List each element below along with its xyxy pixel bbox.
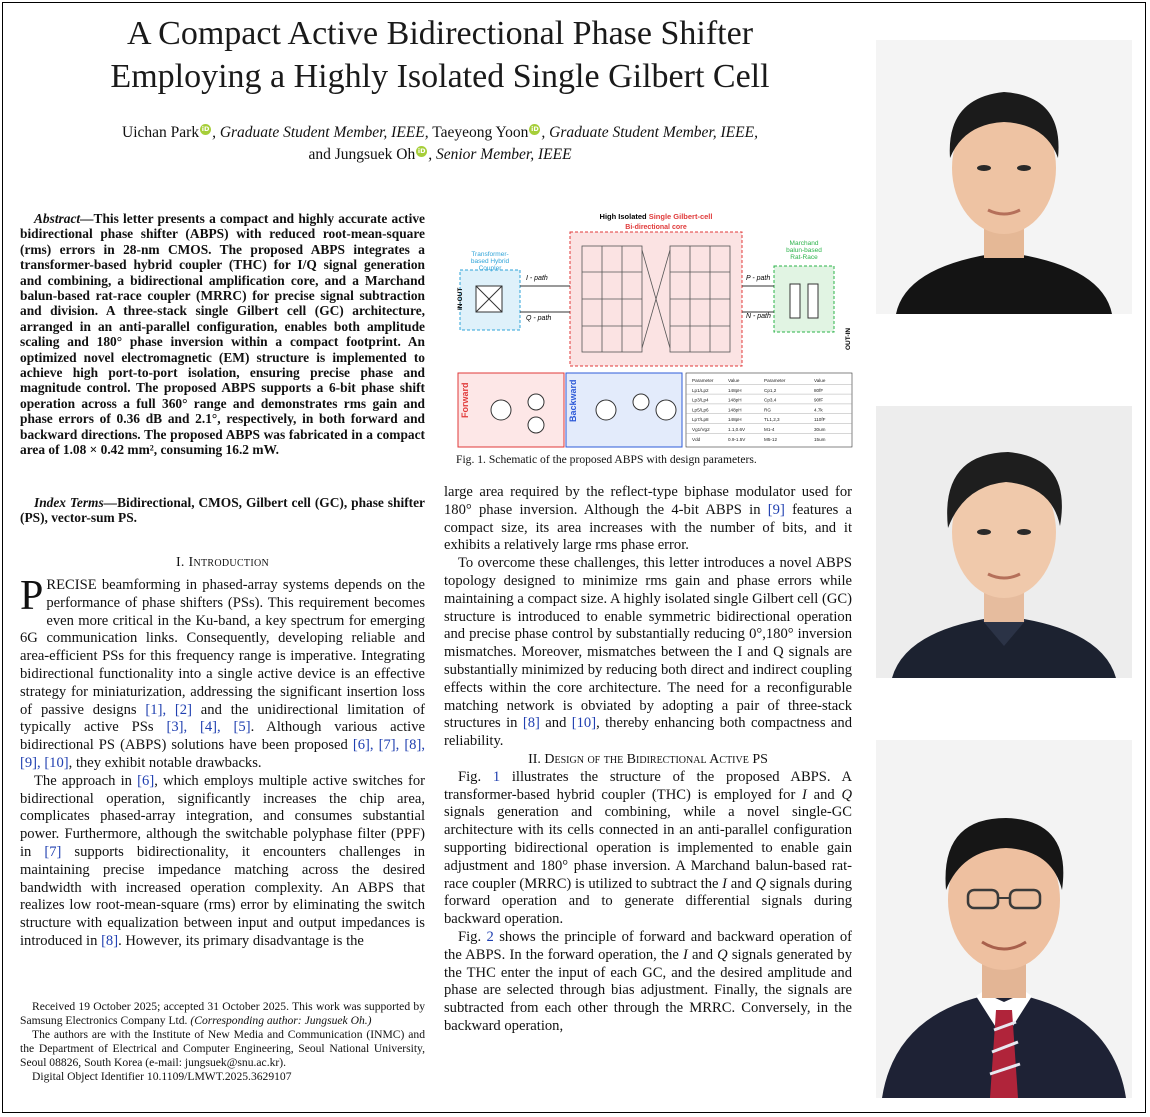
figure-1-schematic xyxy=(456,210,854,450)
orcid-icon[interactable]: iD xyxy=(417,146,426,155)
footnote-doi: Digital Object Identifier 10.1109/LMWT.2025.3629107 xyxy=(32,1070,292,1083)
table-cell: 110fF xyxy=(814,417,826,423)
right-paragraph-2: To overcome these challenges, this letter introduces a novel ABPS topology designed to minimize rms gain and phase errors while maintaining a compact size. A highly isolated single Gilbert cell (GC) structure is introduced to enable symmetric bidirectional operation and precise phase control by substantially reducing 0°,180° inversion mismatches. Moreover, mismatches between the I and Q signals are substantially minimized by reducing both direct and indirect coupling effects within the core architecture. The need for a reconfigurable matching network is obviated by adopting a pair of three-stack structures in [8] and [10], thereby enhancing both compactness and reliability. xyxy=(444,555,853,750)
table-cell: 148pH xyxy=(728,387,742,393)
author-affiliation: , Graduate Student Member, IEEE, xyxy=(212,124,429,141)
table-cell: 148pH xyxy=(728,417,742,423)
citation-link[interactable]: [3], [4], [5] xyxy=(166,719,251,736)
table-cell: 148pH xyxy=(728,407,742,413)
table-cell: Lp7/Lp8 xyxy=(692,417,709,423)
table-cell: 4.7k xyxy=(814,407,823,413)
index-terms-lead: Index Terms— xyxy=(34,495,118,510)
figure-1-caption: Fig. 1. Schematic of the proposed ABPS with design parameters. xyxy=(456,453,757,466)
introduction-text xyxy=(20,573,426,951)
author-photo-1 xyxy=(876,40,1132,314)
out-in-label: OUT-IN xyxy=(845,327,852,350)
table-cell: Vg1/Vg2 xyxy=(692,427,710,432)
citation-link[interactable]: [10] xyxy=(571,715,597,732)
right-paragraph-1: large area required by the reflect-type biphase modulator used for 180° phase inversion. Although the 4-bit ABPS in [9] features a compact size, its area increases with the number of bits, and it exhibits a relatively large rms phase error. xyxy=(444,484,852,554)
table-cell: TL1,2,3 xyxy=(764,417,780,423)
mrrc-label: Rat-Race xyxy=(790,254,818,261)
citation-link[interactable]: [6] xyxy=(137,772,155,789)
in-out-label: IN-OUT xyxy=(457,287,464,310)
table-cell: 15um xyxy=(814,436,826,442)
parameter-table xyxy=(686,373,852,447)
mrrc-label: Marchand xyxy=(789,240,819,247)
author-name: Uichan Park xyxy=(122,124,200,141)
right-paragraph-4: Fig. 2 shows the principle of forward and backward operation of the ABPS. In the forward operation, the I and Q signals generated by the THC enter the input of each GC, and the desired amplitude and phase are selected through bias adjustment. Finally, the signals are subtracted from each other through the MRRC. Conversely, in the backward operation, xyxy=(444,928,852,1034)
section-heading-design: II. Design of the Bidirectional Active PS xyxy=(528,751,768,767)
table-header-cell: Parameter xyxy=(764,378,786,383)
citation-link[interactable]: [1], [2] xyxy=(145,701,192,718)
right-paragraph-3: Fig. 1 illustrates the structure of the proposed ABPS. A transformer-based hybrid coupler (THC) is employed for I and Q signals generation and combining, while a novel single-GC architecture with its cells connected in an anti-parallel configuration supporting bidirectional operation is implemented to enable gain adjustment and 180° phase inversion. A Marchand balun-based rat-race coupler (MRRC) is utilized to subtract the I and Q signals during forward operation and to generate differential signals during backward operation. xyxy=(444,768,852,928)
table-cell: 90fF xyxy=(814,397,824,403)
citation-link[interactable]: [9] xyxy=(767,501,785,518)
title-line-2: Employing a Highly Isolated Single Gilbert Cell xyxy=(110,58,770,95)
mrrc-label: balun-based xyxy=(786,247,822,254)
table-cell: M5-12 xyxy=(764,436,778,442)
author-affiliation: , Graduate Student Member, IEEE, xyxy=(541,124,758,141)
thc-label: Coupler xyxy=(478,265,502,272)
abstract-lead: Abstract— xyxy=(34,211,94,226)
forward-label: Forward xyxy=(460,382,470,418)
intro-paragraph-2: The approach in [6], which employs multiple active switches for bidirectional operation, significantly increases the chip area, complicates phased-array integration, and consumes substantial power. Furthermore, although the switchable polyphase filter (PPF) in [7] supports bidirectionality, it encounters challenges in maintaining precise impedance matching across the desired bandwidth with increased operation complexity. An ABPS that realizes low root-mean-square (rms) error by eliminating the switch structure with equalization between input and output impedances is introduced in [8]. However, its primary disadvantage is the xyxy=(20,772,426,949)
backward-label: Backward xyxy=(568,379,578,422)
author-name: and Jungsuek Oh xyxy=(308,146,416,163)
table-cell: M1-4 xyxy=(764,427,775,432)
index-terms-text: Bidirectional, CMOS, Gilbert cell (GC), phase shifter (PS), vector-sum PS. xyxy=(20,495,425,526)
i-path-label: I - path xyxy=(526,275,548,282)
footnote-received: Received 19 October 2025; accepted 31 October 2025. This work was supported by Samsung Electronics Company Ltd. (Corresponding author: Jungsuek Oh.) xyxy=(20,1000,425,1027)
table-cell: RG xyxy=(764,407,771,413)
table-cell: 0.9-1.5V xyxy=(728,436,746,442)
author-photo-2 xyxy=(876,406,1132,678)
table-cell: Lp5/Lp6 xyxy=(692,407,709,413)
paper-title xyxy=(10,12,870,98)
orcid-icon[interactable]: iD xyxy=(201,124,210,133)
thc-label: Transformer- xyxy=(471,251,509,258)
core-subtitle: Bi-directional core xyxy=(625,224,687,231)
n-path-label: N - path xyxy=(746,313,771,320)
table-cell: 1.1,0.6V xyxy=(728,427,746,432)
citation-link[interactable]: [7] xyxy=(44,843,62,860)
footnote xyxy=(20,1000,425,1084)
author-list xyxy=(10,122,870,166)
table-cell: Vdd xyxy=(692,436,701,442)
section-heading-introduction: I. Introduction xyxy=(175,555,270,570)
citation-link[interactable]: [8] xyxy=(522,715,540,732)
table-cell: Lp1/Lp2 xyxy=(692,387,709,393)
q-path-label: Q - path xyxy=(526,315,552,322)
thc-label: based Hybrid xyxy=(470,258,510,265)
citation-link[interactable]: [6], [7], [8], [9], [10] xyxy=(20,737,425,771)
right-column-text xyxy=(444,484,852,1036)
citation-link[interactable]: [8] xyxy=(101,932,119,949)
intro-paragraph-1: PRECISE beamforming in phased-array systems depends on the performance of phase shifters (PSs). This requirement becomes even more critical in the Ku-band, a key spectrum for emerging 6G communication links. Consequently, developing reliable and area-efficient PSs for this frequency range is imperative. Integrating bidirectional functionality into a single active device is an effective strategy for miniaturization, addressing the significant insertion loss of passive designs [1], [2] and the unidirectional limitation of typically active PSs [3], [4], [5]. Although various active bidirectional PS (ABPS) solutions have been proposed [6], [7], [8], [9], [10], they exhibit notable drawbacks. xyxy=(20,573,425,771)
drop-cap: P xyxy=(20,573,44,619)
table-cell: 148pH xyxy=(728,397,742,403)
abstract xyxy=(20,211,425,458)
p-path-label: P - path xyxy=(746,275,771,282)
table-header-cell: Parameter xyxy=(692,378,714,383)
figure-link[interactable]: 2 xyxy=(486,928,494,945)
table-header-cell: Value xyxy=(728,378,740,383)
mrrc-region xyxy=(774,266,834,332)
table-cell: 30um xyxy=(814,427,826,432)
table-cell: Cp3,4 xyxy=(764,397,777,403)
author-affiliation: , Senior Member, IEEE xyxy=(428,146,572,163)
table-cell: Lp3/Lp4 xyxy=(692,397,709,403)
index-terms xyxy=(20,495,425,526)
title-line-1: A Compact Active Bidirectional Phase Shifter xyxy=(126,15,754,52)
core-title: High Isolated Single Gilbert-cell xyxy=(599,212,713,221)
abstract-text: This letter presents a compact and highly accurate active bidirectional phase shifter (ABPS) with reduced root-mean-square (rms) errors in 28-nm CMOS. The proposed ABPS integrates a transformer-based hybrid coupler (THC) for I/Q signal generation and combining, a bidirectional amplification core, and a Marchand balun-based rat-race coupler (MRRC) for precise signal subtraction and division. A three-stack single Gilbert cell (GC) architecture, arranged in an anti-parallel configuration, enables both amplitude scaling and 180° phase inversion within a compact footprint. An optimized novel electromagnetic (EM) structure is implemented to achieve high port-to-port isolation, ensuring precise phase and magnitude control. The proposed ABPS supports a 6-bit phase shift operation across a full 360° range and demonstrates rms gain and phase errors of 0.36 dB and 2.1°, respectively, in both forward and backward directions. The proposed ABPS was fabricated in a compact area of 1.08 × 0.42 mm², consuming 16.2 mW. xyxy=(20,211,425,458)
author-name: Taeyeong Yoon xyxy=(428,124,529,141)
table-cell: 80fF xyxy=(814,387,824,393)
figure-link[interactable]: 1 xyxy=(492,768,501,785)
table-cell: Cp1,2 xyxy=(764,387,777,393)
table-header-cell: Value xyxy=(814,378,826,383)
orcid-icon[interactable]: iD xyxy=(531,124,539,133)
author-photo-3 xyxy=(876,740,1132,1098)
footnote-affiliation: The authors are with the Institute of New Media and Communication (INMC) and the Department of Electrical and Computer Engineering, Seoul National University, Seoul 08826, South Korea (e-mail: jungsuek@snu.ac.kr). xyxy=(20,1028,425,1069)
